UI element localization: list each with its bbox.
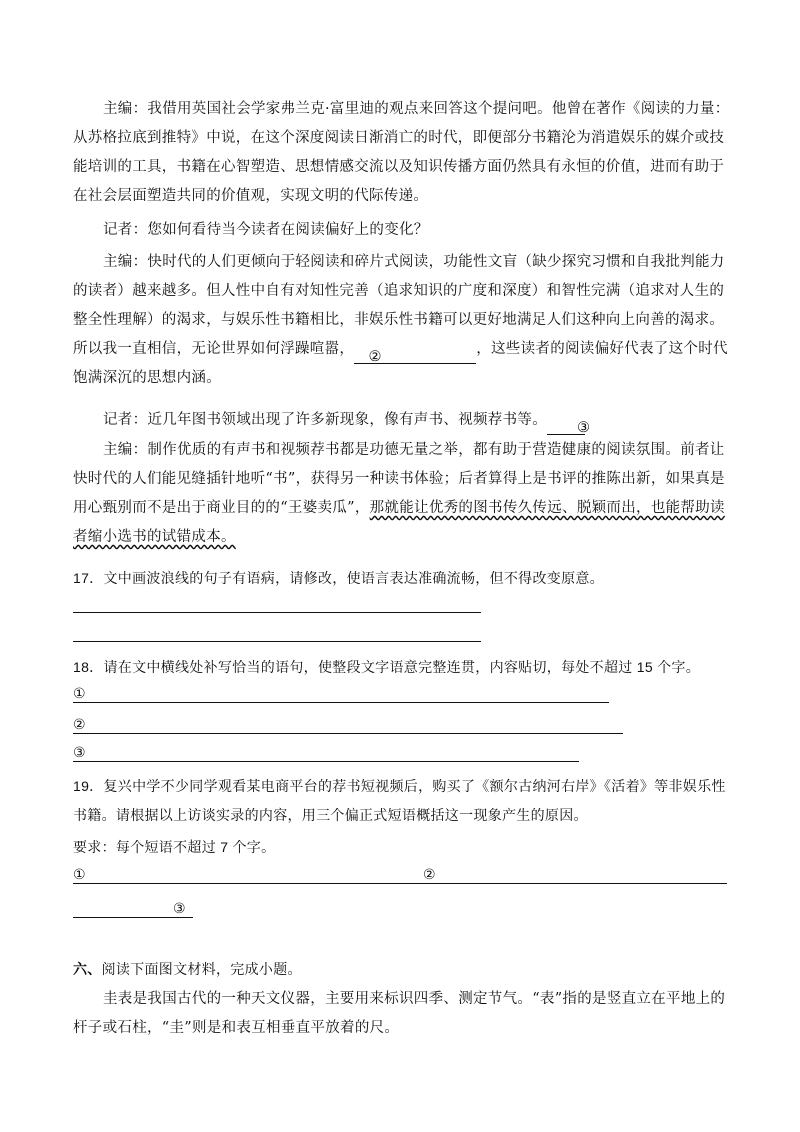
answer-row-18-3[interactable] — [73, 742, 581, 764]
answer-line-17-1[interactable] — [73, 612, 481, 613]
answer-row-18-1[interactable] — [73, 683, 613, 705]
wavy-sentence: 那就能让优秀的图书传久传远、脱颖而出，也能帮助读者缩小选书的试错成本。 — [73, 500, 725, 545]
question-19: 19．复兴中学不少同学观看某电商平台的荐书短视频后，购买了《额尔古纳河右岸》《活着》等非娱乐性书籍。请根据以上访谈实录的内容，用三个偏正式短语概括这一现象产生的原因。 — [73, 778, 726, 823]
answer-label: ③ — [173, 900, 186, 916]
paragraph-editor-answer-3: 主编：制作优质的有声书和视频荐书都是功德无量之举，都有助于营造健康的阅读氛围。前者让快时代的人们能见缝插针地听“书”，获得另一种读书体验；后者算得上是书评的推陈出新，如果真是用心甄别而不是出于商业目的的“王婆卖瓜”，那就能让优秀的图书传久传远、脱颖而出，也能帮助读者缩小选书的试错成本。 — [73, 442, 725, 545]
answer-row-19-3[interactable] — [73, 898, 193, 920]
answer-line-17-2[interactable] — [73, 641, 481, 642]
blank-2[interactable]: ② — [354, 343, 476, 364]
paragraph-reporter-statement: 记者：近几年图书领域出现了许多新现象，像有声书、视频荐书等。 ③ — [103, 412, 591, 436]
answer-row-19-1-2[interactable] — [73, 864, 729, 886]
question-19-requirement: 要求：每个短语不超过 7 个字。 — [73, 839, 276, 855]
answer-label: ① — [73, 866, 86, 882]
paragraph-editor-answer-1: 主编：我借用英国社会学家弗兰克·富里迪的观点来回答这个提问吧。他曾在著作《阅读的力量：从苏格拉底到推特》中说，在这个深度阅读日渐消亡的时代，即便部分书籍沦为消遣娱乐的媒介或技能培训的工具，书籍在心智塑造、思想情感交流以及知识传播方面仍然具有永恒的价值，进而有助于在社会层面塑造共同的价值观，实现文明的代际传递。 — [73, 101, 730, 204]
answer-label: ② — [73, 716, 86, 732]
answer-label: ③ — [73, 744, 86, 760]
paragraph-editor-answer-2: 主编：快时代的人们更倾向于轻阅读和碎片式阅读，功能性文盲（缺少探究习惯和自我批判能力的读者）越来越多。但人性中自有对知性完善（追求知识的广度和深度）和智性完满（追求对人生的整全性理解）的渴求，与娱乐性书籍相比，非娱乐性书籍可以更好地满足人们这种向上向善的渴求。所以我一直相信，无论世界如何浮躁喧嚣， ② ，这些读者的阅读偏好代表了这个时代饱满深沉的思想内涵。 — [73, 254, 728, 386]
question-17: 17．文中画波浪线的句子有语病，请修改，使语言表达准确流畅，但不得改变原意。 — [73, 570, 604, 586]
paragraph-reporter-question: 记者：您如何看待当今读者在阅读偏好上的变化？ — [103, 222, 429, 238]
answer-label: ② — [423, 866, 436, 882]
answer-row-18-2[interactable] — [73, 714, 625, 736]
section-6-heading: 六、阅读下面图文材料，完成小题。 — [73, 961, 302, 977]
section-6-paragraph: 圭表是我国古代的一种天文仪器，主要用来标识四季、测定节气。“表”指的是竖直立在平地上的杆子或石柱，“圭”则是和表互相垂直平放着的尺。 — [73, 991, 726, 1036]
answer-label: ① — [73, 685, 86, 701]
question-18: 18．请在文中横线处补写恰当的语句，使整段文字语意完整连贯，内容贴切，每处不超过 15 个字。 — [73, 659, 701, 675]
blank-3[interactable]: ③ — [547, 414, 585, 435]
